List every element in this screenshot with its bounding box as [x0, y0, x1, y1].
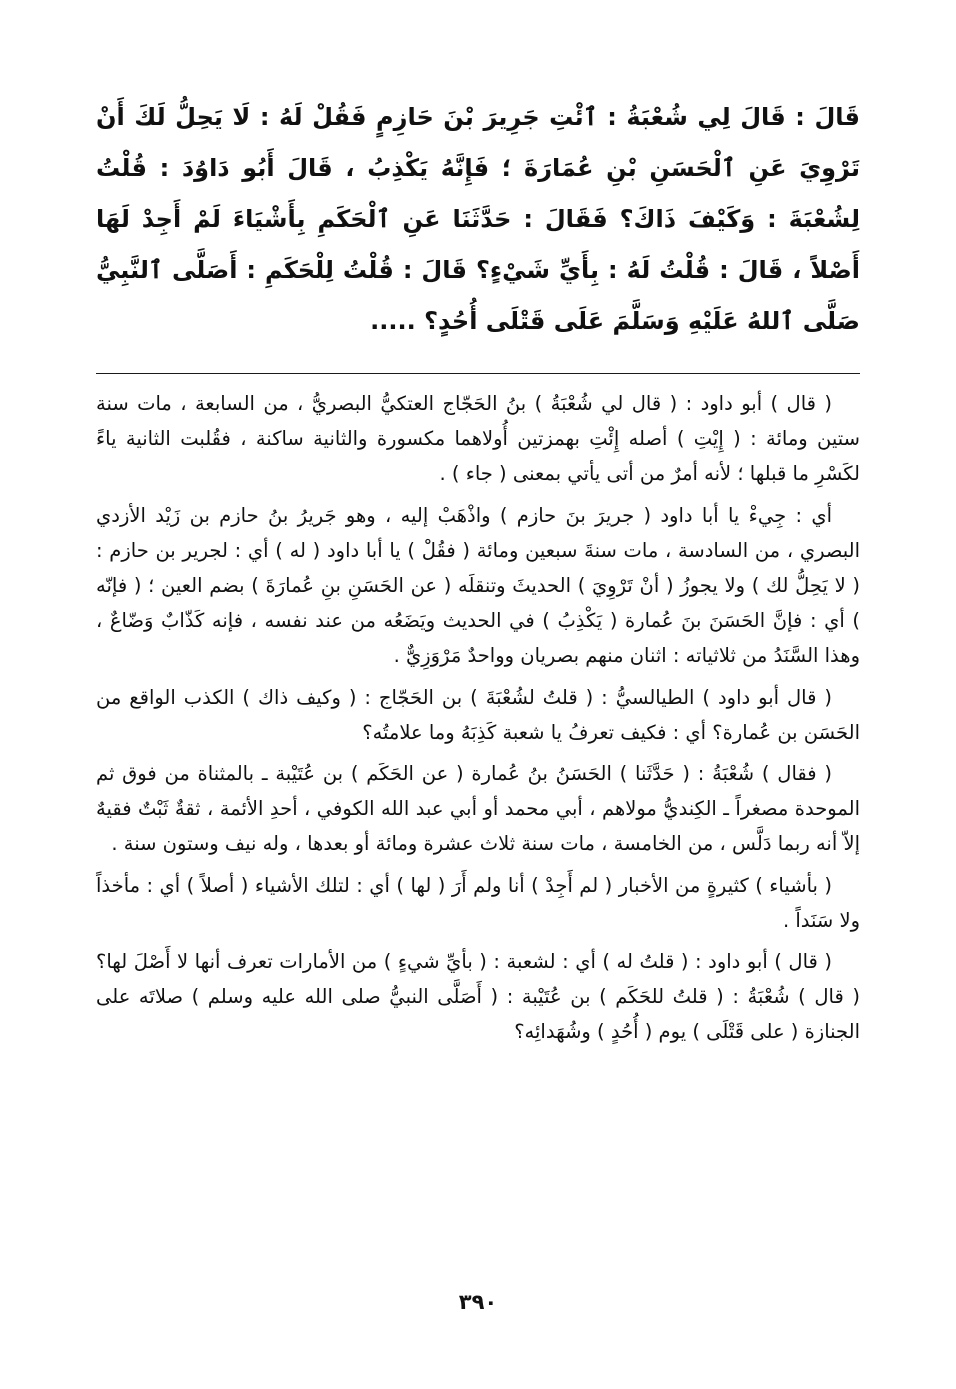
commentary-paragraph: ( بأشياء ) كثيرةٍ من الأخبار ( لم أَجِدْ ) أنا ولم أَرَ ( لها ) أي : لتلك الأشياء ( أصلاً ) أي : مأخذاً ولا سَنَداً . [96, 873, 860, 932]
commentary-paragraph: ( قال ) أبو داود : ( قال لي شُعْبَةُ ) بنُ الحَجّاج العتكيُّ البصريُّ ، من السابعة ، مات سنة ستين ومائة : ( إِيْتِ ) أصله إِئْتِ بهمزتين أُولاهما مكسورة والثانية ساكنة ، فقُلبت الثانية ياءً لكَسْرِ ما قبلها ؛ لأنه أمرٌ من أتى يأتي بمعنى ( جاء ) . [96, 392, 860, 486]
hadith-matn: قَالَ : قَالَ لِي شُعْبَةُ : ٱئْتِ جَرِيرَ بْنَ حَازِمٍ فَقُلْ لَهُ : لَا يَحِلُّ لَكَ أَنْ تَرْوِيَ عَنِ ٱلْحَسَنِ بْنِ عُمَارَةَ ؛ فَإِنَّهُ يَكْذِبُ ، قَالَ أَبُو دَاوُدَ : قُلْتُ لِشُعْبَةَ : وَكَيْفَ ذَاكَ؟ فَقَالَ : حَدَّثَنَا عَنِ ٱلْحَكَمِ بِأَشْيَاءَ لَمْ أَجِدْ لَهَا أَصْلاً ، قَالَ : قُلْتُ لَهُ : بِأَيِّ شَيْءٍ؟ قَالَ : قُلْتُ لِلْحَكَمِ : أَصَلَّى ٱلنَّبِيُّ صَلَّى ٱللهُ عَلَيْهِ وَسَلَّمَ عَلَى قَتْلَى أُحُدٍ؟ ..... [96, 103, 860, 335]
footnote-divider [96, 373, 860, 374]
book-page [96, 92, 860, 1056]
commentary [96, 386, 860, 1050]
commentary-paragraph: ( قال أبو داود ) الطيالسيُّ : ( قلتُ لشُعْبَةَ ) بن الحَجّاج : ( وكيف ذاك ) الكذب الواقع من الحَسَن بن عُمارة؟ أي : فكيف تعرفُ يا شعبة كَذِبَهُ وما علامتُه؟ [96, 685, 860, 744]
commentary-paragraph: ( فقال ) شُعْبَةُ : ( حَدَّثَنا ) الحَسَنُ بنُ عُمارة ( عن الحَكَم ) بن عُتَيْبة ـ بالمثناة من فوق ثم الموحدة مصغراً ـ الكِنديُّ مولاهم ، أبي محمد أو أبي عبد الله الكوفي ، أحدِ الأئمة ، ثقةٌ ثَبْتٌ فقيهٌ إلاّ أنه ربما دَلَّس ، من الخامسة ، مات سنة ثلاث عشرة ومائة أو بعدها ، وله نيف وستون سنة . [96, 762, 860, 856]
commentary-paragraph: أي : جِيءْ يا أبا داود ( جريرَ بنَ حازم ) واذْهَبْ إليه ، وهو جَريرُ بنُ حازم بن زَيْد الأزدي البصري ، من السادسة ، مات سنةَ سبعين ومائة ( فقُلْ ) يا أبا داود ( له ) أي : لجرير بن حازم : ( لا يَحِلُّ لك ) ولا يجوزُ ( أنْ تَرْوِيَ ) الحديثَ وتنقلَه ( عن الحَسَنِ بنِ عُمارَةَ ) بضم العين ؛ ( فإنّه ) أي : فإنَّ الحَسَنَ بنَ عُمارة ( يَكْذِبُ ) في الحديث ويَضَعُه من عند نفسه ، فإنه كَذّابٌ وَضّاعٌ ، وهذا السَّنَدُ من ثلاثياته : اثنان منهم بصريان وواحدٌ مَرْوَزِيٌّ . [96, 503, 860, 668]
page-number: ٣٩٠ [458, 1290, 498, 1314]
commentary-paragraph: ( قال ) أبو داود : ( قلتُ له ) أي : لشعبة : ( بأيِّ شيءٍ ) من الأمارات تعرف أنها لا أَصْلَ لها؟ ( قال ) شُعْبَةُ : ( قلتُ للحَكَم ) بن عُتَيْبة : ( أَصَلَّى النبيُّ صلى الله عليه وسلم ) صلاتَه على الجنازة ( على قَتْلَى ) يوم ( أُحُدٍ ) وشُهَدائِه؟ [96, 950, 860, 1044]
